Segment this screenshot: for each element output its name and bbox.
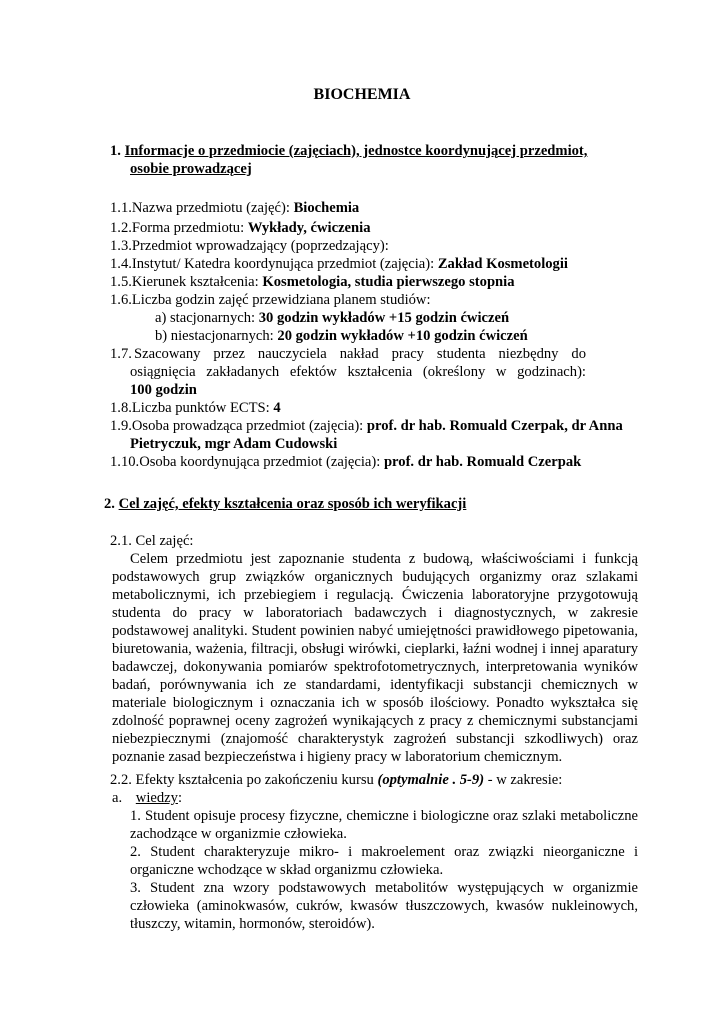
sub-value: 20 godzin wykładów +10 godzin ćwiczeń — [277, 328, 528, 344]
sub-value: 30 godzin wykładów +15 godzin ćwiczeń — [258, 310, 510, 326]
item-1-7 — [110, 345, 132, 363]
goal-paragraph: Celem przedmiotu jest zapoznanie studenta z budową, właściwościami i funkcją podstawowych grup związków organicznych budujących organizmy oraz szlakami metabolicznymi, ich przebiegiem i regulacją. Ćwiczenia laboratoryjne przygotowują studenta do pracy w laboratoriach badawczych i diagnostycznych, w zakresie podstawowej analityki. Student powinien nabyć umiejętności prawidłowego pipetowania, biuretowania, ważenia, filtracji, obsługi wirówki, cieplarki, łaźni wodnej i innej aparatury badawczej, dokonywania pomiarów spektrofotometrycznych, interpretowania wyników badań, porównywania ich ze standardami, identyfikacji substancji chemicznych w materiale biologicznym i oznaczania ich w sposób ilościowy. Ponadto wykształca się zdolność poprawnej oceny zagrożeń wynikających z pracy z chemicznymi substancjami niebezpiecznymi (znajomość charakterystyk zagrożeń substancji szkodliwych) oraz poznanie zasad bezpieczeństwa i higieny pracy w laboratorium chemicznym. — [112, 551, 638, 765]
section1-heading-line1: Informacje o przedmiocie (zajęciach), jednostce koordynującej przedmiot, — [124, 143, 588, 159]
knowledge-item-label: a. — [112, 790, 123, 806]
subsection-2-2-emphasis: (optymalnie . 5-9) — [377, 772, 485, 788]
subsection-2-2-suffix: - w zakresie: — [484, 772, 563, 788]
knowledge-item-colon: : — [177, 790, 183, 806]
item-1-10 — [110, 453, 581, 471]
item-number: 1.4. — [110, 256, 132, 272]
item-label: Liczba godzin zajęć przewidziana planem studiów: — [131, 292, 431, 308]
item-number: 1.10. — [110, 454, 140, 470]
item-number: 1.6. — [110, 292, 132, 308]
item-1-9-value-line2: Pietryczuk, mgr Adam Cudowski — [130, 436, 338, 452]
document-title: BIOCHEMIA — [313, 86, 411, 103]
item-1-5 — [110, 273, 515, 291]
item-value: Zakład Kosmetologii — [437, 256, 568, 272]
item-1-1 — [110, 199, 359, 217]
item-number: 1.1. — [110, 200, 132, 216]
section1-number: 1. — [110, 143, 121, 159]
sub-label: b) niestacjonarnych: — [155, 328, 278, 344]
item-1-4 — [110, 255, 568, 273]
item-1-6-b — [155, 327, 528, 345]
effect-item-2: 2. Student charakteryzuje mikro- i makroelement oraz związki nieorganiczne i organiczne wchodzące w skład organizmu człowieka. — [130, 844, 638, 878]
item-label: Forma przedmiotu: — [131, 220, 248, 236]
item-1-8 — [110, 399, 281, 417]
item-1-6-a — [155, 309, 509, 327]
effect-item-3: 3. Student zna wzory podstawowych metabolitów występujących w organizmie człowieka (aminokwasów, cukrów, kwasów tłuszczowych, kwasów nukleinowych, tłuszczy, witamin, hormonów, steroidów). — [130, 880, 638, 932]
item-value: 4 — [273, 400, 281, 416]
item-value: Kosmetologia, studia pierwszego stopnia — [262, 274, 515, 290]
subsection-2-2 — [110, 771, 562, 789]
item-label: Przedmiot wprowadzający (poprzedzający): — [131, 238, 389, 254]
section2-number: 2. — [104, 496, 115, 512]
item-number: 1.9. — [110, 418, 132, 434]
item-value: Biochemia — [293, 200, 360, 216]
item-number: 1.7. — [110, 346, 132, 362]
item-value: prof. dr hab. Romuald Czerpak — [383, 454, 582, 470]
item-1-9 — [110, 417, 623, 435]
item-1-7-line1: Szacowany przez nauczyciela nakład pracy studenta niezbędny do — [134, 346, 586, 362]
item-number: 1.8. — [110, 400, 132, 416]
item-label: Kierunek kształcenia: — [131, 274, 263, 290]
knowledge-item-word: wiedzy — [135, 790, 178, 806]
item-number: 1.3. — [110, 238, 132, 254]
item-1-7-line2: osiągnięcia zakładanych efektów kształcenia (określony w godzinach): — [130, 364, 586, 380]
item-number: 1.5. — [110, 274, 132, 290]
knowledge-item — [112, 789, 182, 807]
item-value: Wykłady, ćwiczenia — [247, 220, 371, 236]
item-1-7-value: 100 godzin — [130, 382, 197, 398]
item-label: Liczba punktów ECTS: — [131, 400, 274, 416]
item-1-3 — [110, 237, 389, 255]
item-value: prof. dr hab. Romuald Czerpak, dr Anna — [366, 418, 623, 434]
subsection-2-1: 2.1. Cel zajęć: — [110, 533, 194, 549]
item-label: Osoba koordynująca przedmiot (zajęcia): — [139, 454, 384, 470]
item-label: Nazwa przedmiotu (zajęć): — [131, 200, 294, 216]
section2-heading-text: Cel zajęć, efekty kształcenia oraz sposób ich weryfikacji — [118, 496, 467, 512]
section1-heading-line2: osobie prowadzącej — [130, 161, 252, 177]
item-label: Osoba prowadząca przedmiot (zajęcia): — [131, 418, 367, 434]
item-1-2 — [110, 219, 371, 237]
section1-heading — [110, 142, 587, 160]
item-number: 1.2. — [110, 220, 132, 236]
sub-label: a) stacjonarnych: — [155, 310, 259, 326]
section2-heading — [104, 495, 466, 513]
item-1-6 — [110, 291, 431, 309]
item-label: Instytut/ Katedra koordynująca przedmiot (zajęcia): — [131, 256, 438, 272]
subsection-2-2-prefix: 2.2. Efekty kształcenia po zakończeniu kursu — [110, 772, 378, 788]
effect-item-1: 1. Student opisuje procesy fizyczne, chemiczne i biologiczne oraz szlaki metaboliczne zachodzące w organizmie człowieka. — [130, 808, 638, 842]
